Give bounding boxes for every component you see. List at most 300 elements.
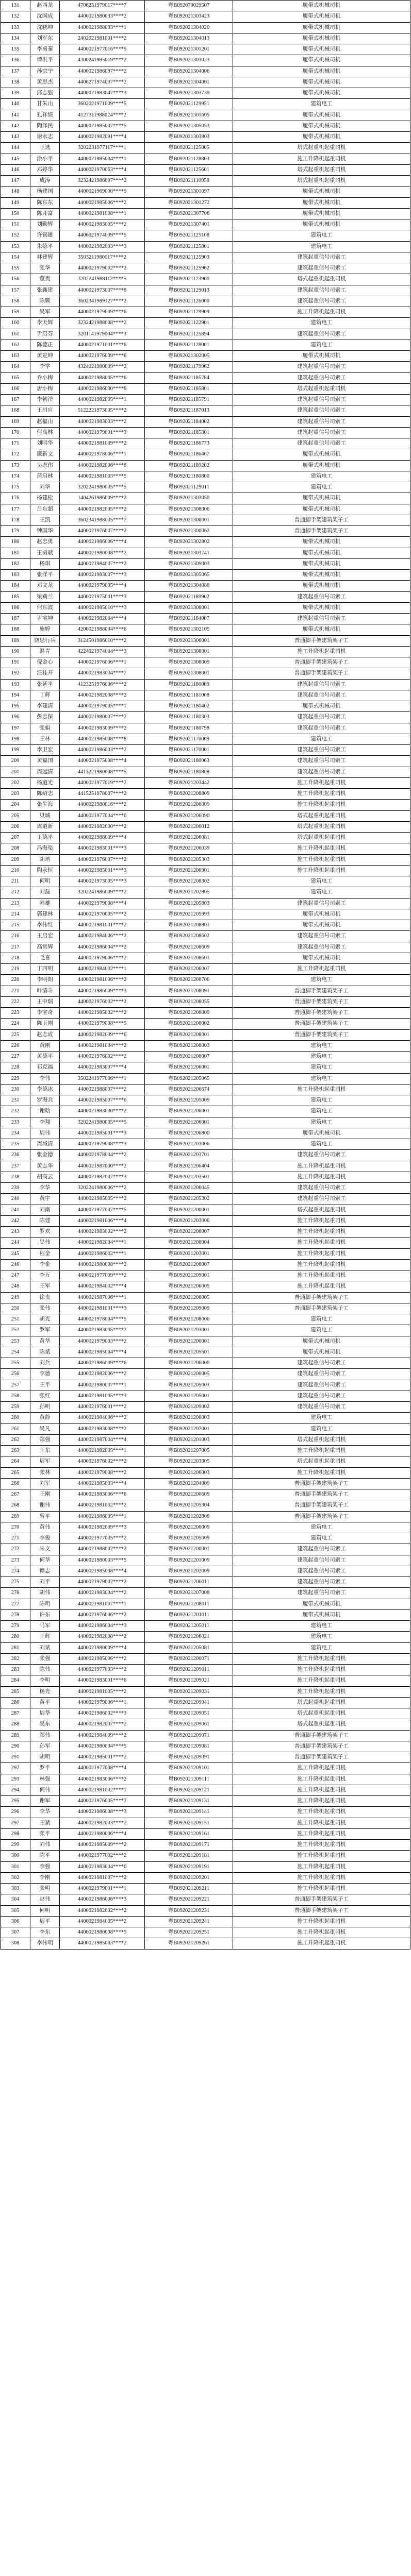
cell-name: 孙军 <box>30 1741 60 1752</box>
cell-certificate-number: 粤B092021209009 <box>145 1303 233 1314</box>
cell-job-type: 施工升降机起重司机 <box>233 646 410 657</box>
cell-job-type: 履带式机械司机 <box>233 187 410 197</box>
cell-serial-number: 304 <box>1 1894 30 1905</box>
cell-serial-number: 214 <box>1 909 30 920</box>
cell-job-type: 建筑电工 <box>233 1062 410 1073</box>
table-row <box>1 1259 410 1270</box>
cell-name: 尹宝坤 <box>30 614 60 624</box>
table-row <box>1 1095 410 1106</box>
cell-serial-number: 166 <box>1 383 30 394</box>
cell-id-number: 3602341989127****2 <box>60 296 145 307</box>
cell-certificate-number: 粤B092070029507 <box>145 1 233 11</box>
cell-serial-number: 184 <box>1 581 30 591</box>
cell-serial-number: 266 <box>1 1478 30 1489</box>
cell-name: 吴东 <box>30 1719 60 1730</box>
cell-serial-number: 147 <box>1 176 30 187</box>
cell-id-number: 4406021974009****5 <box>60 230 145 241</box>
cell-job-type: 塔式起重机起重司机 <box>233 821 410 832</box>
cell-name: 刘勤辉 <box>30 219 60 230</box>
table-row <box>1 810 410 821</box>
cell-job-type: 施工升降机起重司机 <box>233 1796 410 1807</box>
cell-certificate-number: 粤B092021186467 <box>145 449 233 460</box>
cell-id-number: 4400021982007****3 <box>60 1172 145 1182</box>
table-row <box>1 274 410 285</box>
cell-name: 尹启芬 <box>30 329 60 340</box>
cell-serial-number: 215 <box>1 920 30 931</box>
cell-certificate-number: 粤B092021201003 <box>145 1434 233 1445</box>
cell-id-number: 4400021985010****3 <box>60 602 145 613</box>
cell-job-type: 履带式机械司机 <box>233 208 410 219</box>
table-row <box>1 734 410 744</box>
cell-certificate-number: 粤B092021308009 <box>145 657 233 668</box>
cell-job-type: 建筑起重信号司索工 <box>233 362 410 372</box>
cell-serial-number: 258 <box>1 1391 30 1401</box>
cell-job-type: 建筑起重信号司索工 <box>233 416 410 427</box>
cell-certificate-number: 粤B092021205065 <box>145 1073 233 1084</box>
table-row <box>1 504 410 515</box>
cell-id-number: 4400021982009****3 <box>60 1522 145 1533</box>
table-row <box>1 449 410 460</box>
cell-serial-number: 201 <box>1 767 30 777</box>
cell-job-type: 履带式机械司机 <box>233 920 410 931</box>
cell-certificate-number: 粤B092021185301 <box>145 427 233 438</box>
cell-id-number: 4400021979006****1 <box>60 1697 145 1708</box>
cell-name: 陈平 <box>30 1851 60 1861</box>
cell-name: 吴伟 <box>30 1238 60 1248</box>
cell-serial-number: 233 <box>1 1117 30 1128</box>
table-row <box>1 1281 410 1292</box>
cell-serial-number: 245 <box>1 1248 30 1259</box>
cell-certificate-number: 粤B092021208002 <box>145 1019 233 1029</box>
cell-job-type: 建筑电工 <box>233 1106 410 1117</box>
cell-job-type: 建筑电工 <box>233 975 410 986</box>
cell-job-type: 施工升降机起重司机 <box>233 1172 410 1182</box>
table-row <box>1 99 410 110</box>
table-row <box>1 1446 410 1456</box>
cell-name: 饶思行兵 <box>30 635 60 646</box>
cell-serial-number: 182 <box>1 558 30 569</box>
cell-id-number: 4400021980007****1 <box>60 1380 145 1391</box>
cell-job-type: 普通脚手架建筑架子工 <box>233 996 410 1007</box>
cell-name: 李宝奇 <box>30 1008 60 1019</box>
cell-name: 杨琪 <box>30 558 60 569</box>
cell-job-type: 施工升降机起重司机 <box>233 1686 410 1697</box>
cell-job-type: 普通脚手架建筑架子工 <box>233 635 410 646</box>
table-row <box>1 22 410 33</box>
cell-job-type: 施工升降机起重司机 <box>233 1281 410 1292</box>
cell-certificate-number: 粤B092021202009 <box>145 1566 233 1577</box>
cell-serial-number: 145 <box>1 154 30 164</box>
cell-id-number: 4400021979005****4 <box>60 581 145 591</box>
cell-name: 唐小梅 <box>30 383 60 394</box>
cell-id-number: 4400021983004****7 <box>60 668 145 679</box>
cell-serial-number: 203 <box>1 789 30 800</box>
cell-name: 温青 <box>30 646 60 657</box>
cell-serial-number: 200 <box>1 756 30 767</box>
cell-certificate-number: 粤B092021208602 <box>145 931 233 942</box>
cell-serial-number: 217 <box>1 942 30 953</box>
cell-certificate-number: 粤B092021203001 <box>145 1248 233 1259</box>
cell-name: 刘华 <box>30 482 60 493</box>
cell-job-type: 建筑电工 <box>233 99 410 110</box>
cell-name: 王川应 <box>30 405 60 416</box>
cell-id-number: 3502241977006****1 <box>60 1073 145 1084</box>
cell-serial-number: 279 <box>1 1621 30 1632</box>
cell-serial-number: 275 <box>1 1577 30 1588</box>
cell-serial-number: 138 <box>1 77 30 88</box>
cell-serial-number: 158 <box>1 296 30 307</box>
table-row <box>1 865 410 876</box>
cell-id-number: 4400021985001****3 <box>60 865 145 876</box>
cell-id-number: 4400021976009****6 <box>60 351 145 362</box>
cell-job-type: 建筑电工 <box>233 1642 410 1653</box>
table-row <box>1 581 410 591</box>
cell-certificate-number: 粤B092021206011 <box>145 1577 233 1588</box>
cell-certificate-number: 粤B092021304006 <box>145 66 233 77</box>
cell-job-type: 建筑起重信号司索工 <box>233 712 410 723</box>
cell-serial-number: 179 <box>1 526 30 537</box>
cell-serial-number: 237 <box>1 1161 30 1172</box>
cell-certificate-number: 粤B092021208601 <box>145 953 233 963</box>
table-row <box>1 1358 410 1369</box>
cell-job-type: 塔式起重机起重司机 <box>233 810 410 821</box>
table-row <box>1 1227 410 1238</box>
table-row <box>1 1128 410 1139</box>
cell-id-number: 4400021983007****4 <box>60 1062 145 1073</box>
cell-id-number: 4400021981004****2 <box>60 1040 145 1051</box>
cell-job-type: 履带式机械司机 <box>233 351 410 362</box>
cell-serial-number: 270 <box>1 1522 30 1533</box>
cell-job-type: 建筑起重信号司索工 <box>233 614 410 624</box>
cell-name: 赵忠勇 <box>30 537 60 548</box>
cell-name: 谢军 <box>30 1796 60 1807</box>
cell-certificate-number: 粤B092021208003 <box>145 1040 233 1051</box>
cell-serial-number: 256 <box>1 1369 30 1380</box>
cell-name: 何明 <box>30 876 60 887</box>
cell-serial-number: 272 <box>1 1544 30 1555</box>
cell-job-type: 施工升降机起重司机 <box>233 154 410 164</box>
cell-serial-number: 307 <box>1 1927 30 1938</box>
cell-serial-number: 196 <box>1 712 30 723</box>
table-row <box>1 996 410 1007</box>
cell-id-number: 4400021984007****2 <box>60 558 145 569</box>
cell-id-number: 4400021983000****2 <box>60 1106 145 1117</box>
cell-job-type: 塔式起重机起重司机 <box>233 1697 410 1708</box>
table-row <box>1 1380 410 1391</box>
table-row <box>1 438 410 449</box>
cell-serial-number: 260 <box>1 1413 30 1423</box>
cell-job-type: 普通脚手架建筑架子工 <box>233 515 410 526</box>
cell-id-number: 4400021983004****2 <box>60 1588 145 1599</box>
cell-id-number: 4400021986004****3 <box>60 1621 145 1632</box>
cell-job-type: 普通脚手架建筑架子工 <box>233 1303 410 1314</box>
table-row <box>1 143 410 154</box>
cell-name: 杨道光 <box>30 777 60 788</box>
cell-serial-number: 140 <box>1 99 30 110</box>
cell-id-number: 4400021983008****2 <box>60 1423 145 1434</box>
cell-name: 赵伟 <box>30 1894 60 1905</box>
cell-job-type: 施工升降机起重司机 <box>233 1840 410 1851</box>
cell-name: 邱志强 <box>30 88 60 99</box>
cell-name: 邓文龙 <box>30 581 60 591</box>
cell-id-number: 4400021977009****2 <box>60 1270 145 1281</box>
cell-job-type: 施工升降机起重司机 <box>233 1861 410 1872</box>
cell-name: 马军 <box>30 1621 60 1632</box>
cell-job-type: 履带式机械司机 <box>233 581 410 591</box>
cell-id-number: 4400021970005****2 <box>60 909 145 920</box>
cell-serial-number: 207 <box>1 833 30 843</box>
cell-job-type: 普通脚手架建筑架子工 <box>233 986 410 996</box>
cell-serial-number: 174 <box>1 471 30 482</box>
cell-id-number: 4400021983004****6 <box>60 1861 145 1872</box>
cell-name: 赵西龙 <box>30 1 60 11</box>
cell-id-number: 4400021985002****2 <box>60 1008 145 1019</box>
cell-id-number: 4400021981005****2 <box>60 1686 145 1697</box>
cell-certificate-number: 粤B092021209171 <box>145 1840 233 1851</box>
cell-serial-number: 252 <box>1 1325 30 1336</box>
cell-certificate-number: 粤B092021209002 <box>145 1402 233 1413</box>
cell-certificate-number: 粤B092021185801 <box>145 383 233 394</box>
table-row <box>1 767 410 777</box>
table-row <box>1 340 410 350</box>
table-row <box>1 351 410 362</box>
cell-job-type: 建筑电工 <box>233 734 410 744</box>
cell-serial-number: 216 <box>1 931 30 942</box>
cell-name: 陈伟 <box>30 1665 60 1675</box>
cell-name: 孙明 <box>30 1402 60 1413</box>
cell-name: 李德冰 <box>30 1084 60 1095</box>
cell-name: 张延平 <box>30 679 60 690</box>
cell-job-type: 履带式机械司机 <box>233 449 410 460</box>
cell-serial-number: 155 <box>1 263 30 274</box>
cell-serial-number: 292 <box>1 1763 30 1774</box>
cell-job-type: 建筑起重信号司索工 <box>233 745 410 756</box>
table-row <box>1 920 410 931</box>
cell-job-type: 建筑电工 <box>233 1052 410 1062</box>
cell-id-number: 4400021980006****4 <box>60 1828 145 1839</box>
cell-name: 黄德平 <box>30 1052 60 1062</box>
cell-serial-number: 246 <box>1 1259 30 1270</box>
cell-certificate-number: 粤B092021208801 <box>145 920 233 931</box>
cell-certificate-number: 粤B092021209021 <box>145 1675 233 1686</box>
table-row <box>1 1434 410 1445</box>
cell-job-type: 履带式机械司机 <box>233 1609 410 1620</box>
cell-name: 汪桂开 <box>30 668 60 679</box>
table-row <box>1 876 410 887</box>
cell-serial-number: 159 <box>1 307 30 318</box>
cell-name: 黄志华 <box>30 1161 60 1172</box>
cell-id-number: 4400021983006****6 <box>60 1489 145 1500</box>
cell-job-type: 普通脚手架建筑架子工 <box>233 1019 410 1029</box>
cell-id-number: 4400021982006****6 <box>60 460 145 471</box>
cell-serial-number: 287 <box>1 1708 30 1719</box>
cell-name: 罗平 <box>30 1763 60 1774</box>
cell-job-type: 建筑起重信号司索工 <box>233 1150 410 1161</box>
cell-certificate-number: 粤B092021208302 <box>145 876 233 887</box>
cell-id-number: 4400021973005****3 <box>60 876 145 887</box>
cell-serial-number: 271 <box>1 1533 30 1544</box>
cell-serial-number: 248 <box>1 1281 30 1292</box>
table-row <box>1 1665 410 1675</box>
table-row <box>1 1828 410 1839</box>
cell-job-type: 建筑电工 <box>233 887 410 898</box>
cell-serial-number: 213 <box>1 898 30 909</box>
cell-name: 黄伟 <box>30 1522 60 1533</box>
cell-job-type: 塔式起重机起重司机 <box>233 143 410 154</box>
cell-job-type: 履带式机械司机 <box>233 55 410 66</box>
cell-id-number: 4400021981009****2 <box>60 438 145 449</box>
cell-id-number: 4400021979009****6 <box>60 307 145 318</box>
cell-name: 陈颗 <box>30 296 60 307</box>
cell-job-type: 塔式起重机起重司机 <box>233 1456 410 1467</box>
table-row <box>1 395 410 405</box>
cell-certificate-number: 粤B092021200001 <box>145 1544 233 1555</box>
cell-name: 施婷 <box>30 624 60 635</box>
table-row <box>1 77 410 88</box>
table-row <box>1 1861 410 1872</box>
cell-certificate-number: 粤B092021206081 <box>145 833 233 843</box>
cell-serial-number: 133 <box>1 22 30 33</box>
cell-job-type: 施工升降机起重司机 <box>233 1675 410 1686</box>
table-row <box>1 1675 410 1686</box>
cell-serial-number: 170 <box>1 427 30 438</box>
cell-name: 胡培 <box>30 854 60 865</box>
cell-name: 韩雄 <box>30 898 60 909</box>
cell-id-number: 4400021983001****3 <box>60 843 145 854</box>
cell-certificate-number: 粤B092021200609 <box>145 1489 233 1500</box>
cell-certificate-number: 粤B092021208609 <box>145 942 233 953</box>
cell-serial-number: 306 <box>1 1916 30 1927</box>
cell-certificate-number: 粤B092021200071 <box>145 1653 233 1664</box>
cell-certificate-number: 粤B092021202806 <box>145 1511 233 1522</box>
cell-certificate-number: 粤B092021206000 <box>145 1358 233 1369</box>
cell-certificate-number: 粤B092021203701 <box>145 1150 233 1161</box>
table-row <box>1 383 410 394</box>
cell-certificate-number: 粤B092021170009 <box>145 734 233 744</box>
table-row <box>1 121 410 131</box>
cell-serial-number: 290 <box>1 1741 30 1752</box>
cell-name: 高常辉 <box>30 942 60 953</box>
cell-id-number: 4400021977019****2 <box>60 777 145 788</box>
cell-serial-number: 250 <box>1 1303 30 1314</box>
cell-name: 刘伟 <box>30 1840 60 1851</box>
cell-job-type: 履带式机械司机 <box>233 1347 410 1358</box>
cell-serial-number: 208 <box>1 843 30 854</box>
cell-certificate-number: 粤B092021189902 <box>145 591 233 602</box>
cell-name: 谭志 <box>30 1566 60 1577</box>
cell-id-number: 4400021985008****4 <box>60 1566 145 1577</box>
cell-name: 叶清斗 <box>30 986 60 996</box>
roster-body <box>1 1 410 1950</box>
cell-id-number: 4400021985005****2 <box>60 1194 145 1205</box>
cell-id-number: 4400021982007****2 <box>60 1719 145 1730</box>
table-row <box>1 537 410 548</box>
cell-name: 王刚 <box>30 1489 60 1500</box>
cell-job-type: 建筑起重信号司索工 <box>233 723 410 734</box>
cell-serial-number: 284 <box>1 1675 30 1686</box>
cell-id-number: 4400021983047****3 <box>60 88 145 99</box>
cell-serial-number: 188 <box>1 624 30 635</box>
table-row <box>1 909 410 920</box>
table-row <box>1 1752 410 1763</box>
cell-certificate-number: 粤B092021203501 <box>145 1172 233 1182</box>
cell-certificate-number: 粤B092021209231 <box>145 1905 233 1916</box>
cell-id-number: 4400021980007****2 <box>60 712 145 723</box>
cell-name: 贝城 <box>30 810 60 821</box>
table-row <box>1 668 410 679</box>
table-row <box>1 1577 410 1588</box>
cell-certificate-number: 粤B092021207001 <box>145 1423 233 1434</box>
cell-serial-number: 281 <box>1 1642 30 1653</box>
cell-id-number: 4400021982004****1 <box>60 1238 145 1248</box>
cell-id-number: 4300241985019****2 <box>60 55 145 66</box>
cell-name: 周军 <box>30 1456 60 1467</box>
cell-certificate-number: 粤B092021303741 <box>145 548 233 558</box>
cell-id-number: 4400021987006****1 <box>60 1292 145 1303</box>
cell-job-type: 建筑电工 <box>233 471 410 482</box>
table-row <box>1 986 410 996</box>
cell-certificate-number: 粤B092021206009 <box>145 1522 233 1533</box>
table-row <box>1 898 410 909</box>
cell-certificate-number: 粤B092021209151 <box>145 1818 233 1828</box>
cell-name: 李万 <box>30 1270 60 1281</box>
table-row <box>1 1467 410 1478</box>
cell-job-type: 施工升降机起重司机 <box>233 800 410 810</box>
table-row <box>1 1402 410 1413</box>
cell-serial-number: 240 <box>1 1194 30 1205</box>
cell-job-type: 建筑电工 <box>233 1325 410 1336</box>
cell-job-type: 施工升降机起重司机 <box>233 1270 410 1281</box>
table-row <box>1 164 410 175</box>
cell-job-type: 建筑电工 <box>233 876 410 887</box>
cell-certificate-number: 粤B092021209131 <box>145 1796 233 1807</box>
cell-serial-number: 305 <box>1 1905 30 1916</box>
cell-name: 彭忠保 <box>30 712 60 723</box>
cell-id-number: 4400021985006****2 <box>60 1653 145 1664</box>
table-row <box>1 1073 410 1084</box>
cell-job-type: 普通脚手架建筑架子工 <box>233 1511 410 1522</box>
table-row <box>1 427 410 438</box>
cell-id-number: 4400021981007****1 <box>60 1599 145 1609</box>
cell-job-type: 履带式机械司机 <box>233 624 410 635</box>
cell-id-number: 4400021979006****2 <box>60 953 145 963</box>
table-row <box>1 1884 410 1894</box>
table-row <box>1 953 410 963</box>
cell-serial-number: 192 <box>1 668 30 679</box>
cell-serial-number: 206 <box>1 821 30 832</box>
cell-serial-number: 134 <box>1 33 30 44</box>
cell-id-number: 4400021981007****2 <box>60 1872 145 1883</box>
table-row <box>1 1270 410 1281</box>
cell-name: 廉新文 <box>30 449 60 460</box>
table-row <box>1 975 410 986</box>
cell-id-number: 4400021987000****2 <box>60 1161 145 1172</box>
cell-serial-number: 231 <box>1 1095 30 1106</box>
cell-job-type: 建筑电工 <box>233 1040 410 1051</box>
cell-job-type: 建筑起重信号司索工 <box>233 591 410 602</box>
cell-id-number: 4400021985008****8 <box>60 734 145 744</box>
cell-id-number: 4400021980008****2 <box>60 548 145 558</box>
cell-certificate-number: 粤B092021203006 <box>145 1139 233 1150</box>
cell-id-number: 4400021979001****1 <box>60 1884 145 1894</box>
table-row <box>1 1730 410 1741</box>
cell-job-type: 建筑电工 <box>233 1413 410 1423</box>
cell-name: 黄华 <box>30 1336 60 1347</box>
cell-job-type: 普通脚手架建筑架子工 <box>233 1500 410 1511</box>
cell-serial-number: 278 <box>1 1609 30 1620</box>
table-row <box>1 187 410 197</box>
cell-certificate-number: 粤B092021209121 <box>145 1785 233 1795</box>
